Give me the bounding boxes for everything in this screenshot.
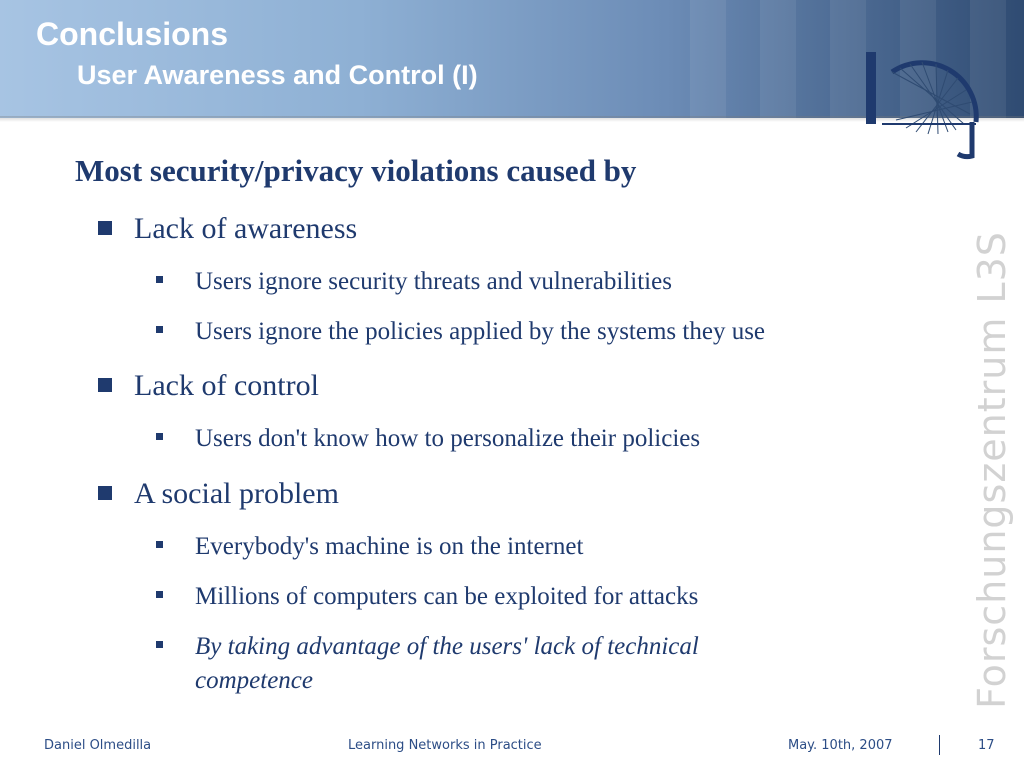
- square-bullet-icon: [98, 378, 112, 392]
- body-heading: Most security/privacy violations caused by: [75, 153, 637, 188]
- small-square-bullet-icon: [156, 541, 163, 548]
- slide-footer: [0, 735, 1024, 759]
- bullet-lack-of-awareness: Lack of awareness: [98, 212, 357, 246]
- sub-bullet-italic: By taking advantage of the users' lack of technical: [156, 633, 699, 661]
- small-square-bullet-icon: [156, 326, 163, 333]
- sub-bullet-continuation: competence: [195, 667, 313, 694]
- sub-bullet: Millions of computers can be exploited for attacks: [156, 583, 698, 611]
- footer-author: Daniel Olmedilla: [44, 738, 152, 753]
- l3s-dome-logo-icon: [852, 44, 982, 168]
- header-stripe: [690, 0, 726, 118]
- footer-page-number: 17: [978, 738, 995, 753]
- sub-bullet: Users ignore the policies applied by the systems they use: [156, 318, 765, 346]
- slide-subtitle: User Awareness and Control (I): [77, 60, 478, 90]
- sub-bullet: Users don't know how to personalize their policies: [156, 425, 700, 453]
- footer-event: Learning Networks in Practice: [348, 738, 542, 753]
- footer-date: May. 10th, 2007: [788, 738, 893, 753]
- footer-divider: [939, 735, 940, 755]
- small-square-bullet-icon: [156, 591, 163, 598]
- header-stripe: [760, 0, 796, 118]
- small-square-bullet-icon: [156, 433, 163, 440]
- square-bullet-icon: [98, 221, 112, 235]
- sub-bullet: Users ignore security threats and vulnerabilities: [156, 268, 672, 296]
- square-bullet-icon: [98, 486, 112, 500]
- institute-side-label: Forschungszentrum L3S: [970, 231, 1014, 709]
- bullet-social-problem: A social problem: [98, 477, 339, 511]
- sub-bullet: Everybody's machine is on the internet: [156, 533, 583, 561]
- small-square-bullet-icon: [156, 641, 163, 648]
- bullet-lack-of-control: Lack of control: [98, 369, 319, 403]
- small-square-bullet-icon: [156, 276, 163, 283]
- slide-title: Conclusions: [36, 16, 229, 52]
